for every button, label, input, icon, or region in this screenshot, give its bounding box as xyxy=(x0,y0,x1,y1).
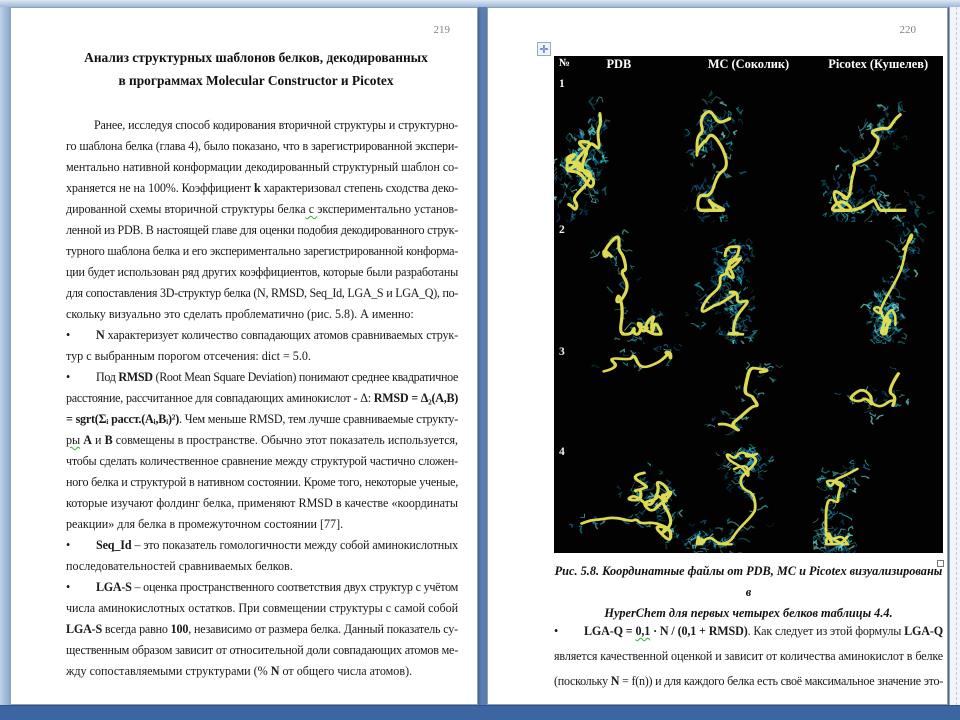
text-line: жду сопоставляемыми структурами (% N от общего числа атомов). xyxy=(66,664,413,678)
move-arrows-glyph: ✛ xyxy=(539,42,549,56)
protein-rendering-3-pdb xyxy=(554,344,684,444)
figure-header-row xyxy=(554,56,943,76)
bullet-marker: • xyxy=(66,580,70,594)
next-page-edge xyxy=(949,7,960,705)
figure-caption-line-2: HyperChem для первых четырех белков таблицы 4.4. xyxy=(604,606,893,620)
chapter-title-line-1: Анализ структурных шаблонов белков, декодированных xyxy=(84,50,428,65)
text-line: • Под RMSD (Root Mean Square Deviation) понимают среднее квадратичное xyxy=(66,367,458,388)
figure-row-label-4: 4 xyxy=(559,446,565,458)
protein-rendering-4-mc xyxy=(684,444,814,553)
text-line: которые изучают фолдинг белка, применяют RMSD в качестве «координаты xyxy=(66,496,458,510)
right-page-body-text xyxy=(554,619,943,694)
figure-row-2 xyxy=(554,222,943,344)
window-bottom-bar xyxy=(0,705,960,720)
text-line: турного шаблона белка и его экспериментально зарегистрированной конформа- xyxy=(66,244,458,258)
figure-caption-line-1: Рис. 5.8. Координатные файлы от PDB, МС и Picotex визуализированы в xyxy=(554,564,943,599)
text-line: ного белка и структурой в нативном состоянии. Кроме того, некоторые ученые, xyxy=(66,475,458,489)
text-line: храняется не на 100%. Коэффициент k характеризовал степень сходства деко- xyxy=(66,181,458,195)
text-line: чтобы сделать количественное сравнение между структурой частично сложен- xyxy=(66,454,458,468)
page-number: 220 xyxy=(899,24,916,36)
text-line: дированной схемы вторичной структуры белка с экспериментально установ- xyxy=(66,202,458,216)
bullet-marker: • xyxy=(66,370,70,384)
chapter-title xyxy=(61,46,451,92)
protein-rendering-1-pdb xyxy=(554,76,684,222)
text-line: ции будет использован ряд других коэффициентов, которые были разработаны xyxy=(66,265,458,279)
figure-column-header-1: PDB xyxy=(606,57,632,71)
figure-row-1 xyxy=(554,76,943,222)
text-line: последовательностей сравниваемых белков. xyxy=(66,559,293,573)
figure-5-8-protein-image[interactable] xyxy=(554,56,943,553)
text-line: • Seq_Id – это показатель гомологичности между собой аминокислотных xyxy=(66,535,458,556)
figure-row-3 xyxy=(554,344,943,444)
text-line: • LGA-S – оценка пространственного соответствия двух структур с учётом xyxy=(66,577,458,598)
figure-row-label-2: 2 xyxy=(559,224,565,236)
text-line: • N характеризует количество совпадающих атомов сравниваемых струк- xyxy=(66,325,458,346)
text-line: для сопоставления 3D-структур белка (N, RMSD, Seq_Id, LGA_S и LGA_Q), по- xyxy=(66,286,458,300)
figure-column-header-3: Picotex (Кушелев) xyxy=(828,57,929,71)
window-top-edge xyxy=(0,0,960,7)
bullet-marker: • xyxy=(554,624,559,638)
figure-number-column-header: № xyxy=(559,57,571,69)
text-line: LGA-S всегда равно 100, независимо от размера белка. Данный показатель су- xyxy=(66,622,458,636)
text-line: ры A и B совмещены в пространстве. Обычно этот показатель используется, xyxy=(66,433,458,447)
protein-rendering-2-picotex xyxy=(813,222,943,344)
page-number: 219 xyxy=(433,24,450,36)
protein-rendering-4-pdb xyxy=(554,444,684,553)
text-line: ленной из PDB. В настоящей главе для оценки подобия декодированного струк- xyxy=(66,223,458,237)
image-move-handle-icon[interactable] xyxy=(537,42,551,56)
text-line: является качественной оценкой и зависит от количества аминокислот в белке xyxy=(554,649,943,663)
text-line: тур с выбранным порогом отсечения: dict = 5.0. xyxy=(66,349,311,363)
left-page-body-text xyxy=(66,115,458,682)
text-line: щественным образом зависит от относительной доли совпадающих атомов ме- xyxy=(66,643,458,657)
figure-caption xyxy=(554,561,943,624)
figure-row-label-3: 3 xyxy=(559,346,565,358)
text-line: Ранее, исследуя способ кодирования вторичной структуры и структурно- xyxy=(94,118,458,132)
text-line: ментально нативной конформации декодированный структурный шаблон со- xyxy=(66,160,458,174)
page-220 xyxy=(487,7,948,705)
text-line: (поскольку N = f(n)) и для каждого белка есть своё максимальное значение это- xyxy=(554,674,943,688)
protein-rendering-4-picotex xyxy=(813,444,943,553)
figure-row-4 xyxy=(554,444,943,553)
text-line: реакции» для белка в промежуточном состоянии [77]. xyxy=(66,517,344,531)
bullet-marker: • xyxy=(66,328,71,342)
text-line: го шаблона белка (глава 4), было показано, что в зарегистрированной экспери- xyxy=(66,139,458,153)
chapter-title-line-2: в программах Molecular Constructor и Picotex xyxy=(118,73,394,88)
bullet-marker: • xyxy=(66,538,71,552)
protein-rendering-3-mc xyxy=(684,344,814,444)
protein-rendering-3-picotex xyxy=(813,344,943,444)
figure-row-label-1: 1 xyxy=(559,78,565,90)
text-line: расстояние, рассчитанное для совпадающих аминокислот - Δ: RMSD = Δ₂(A,B) xyxy=(66,391,458,405)
protein-rendering-2-pdb xyxy=(554,222,684,344)
text-line: = sgrt(Σᵢ расст.(Aᵢ,Bᵢ)²). Чем меньше RMSD, тем лучше сравниваемые структу- xyxy=(66,412,458,426)
protein-rendering-1-mc xyxy=(684,76,814,222)
text-line: • LGA-Q = 0,1 · N / (0,1 + RMSD). Как следует из этой формулы LGA-Q xyxy=(554,619,943,644)
page-219 xyxy=(10,7,478,705)
text-line: числа аминокислотных остатков. При совмещении структуры с самой собой xyxy=(66,601,458,615)
window-left-edge xyxy=(0,0,10,720)
text-line: скольку визуально это сделать проблематично (рис. 5.8). А именно: xyxy=(66,307,414,321)
protein-rendering-2-mc xyxy=(684,222,814,344)
protein-rendering-1-picotex xyxy=(813,76,943,222)
figure-column-header-2: МС (Соколик) xyxy=(707,57,790,71)
